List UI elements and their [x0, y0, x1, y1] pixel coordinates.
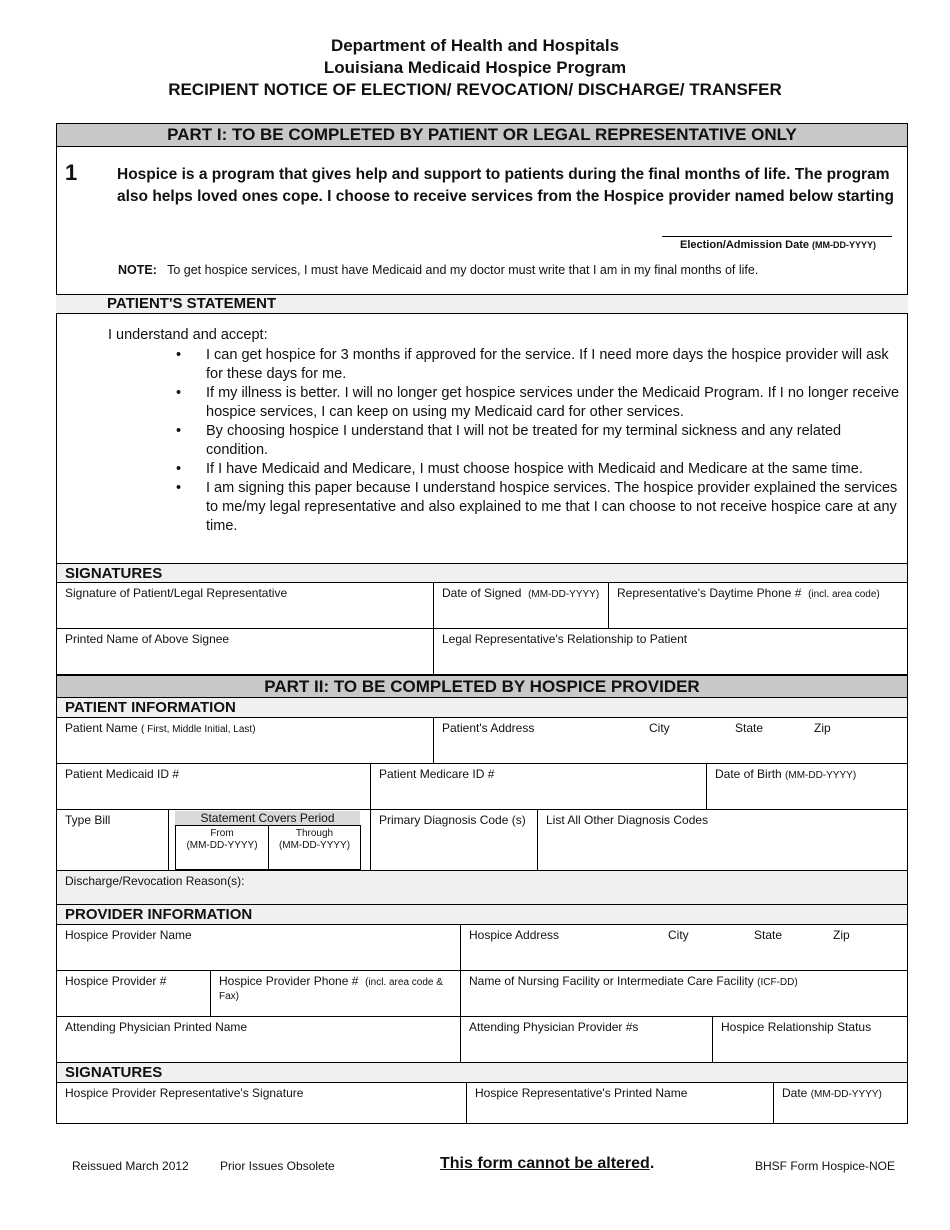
provider-info-title: PROVIDER INFORMATION	[56, 904, 908, 925]
hospice-address-field[interactable]: Hospice Address City State Zip	[460, 924, 908, 971]
provider-number-field[interactable]: Hospice Provider #	[56, 970, 211, 1017]
patient-address-field[interactable]: Patient's Address City State Zip	[433, 717, 908, 764]
signatures2-title: SIGNATURES	[56, 1062, 908, 1083]
patient-name-field[interactable]: Patient Name ( First, Middle Initial, Last)	[56, 717, 434, 764]
header-department: Department of Health and Hospitals	[330, 36, 620, 55]
part1-intro: Hospice is a program that gives help and support to patients during the final months of life. The program also helps loved ones cope. I choose to receive services from the Hospice provider named below starting	[117, 166, 894, 205]
other-diagnosis-field[interactable]: List All Other Diagnosis Codes	[537, 809, 908, 871]
header-program: Louisiana Medicaid Hospice Program	[323, 58, 627, 77]
footer-form-id: BHSF Form Hospice-NOE	[755, 1159, 896, 1173]
discharge-reason-field[interactable]: Discharge/Revocation Reason(s):	[56, 870, 908, 905]
printed-name-field[interactable]: Printed Name of Above Signee	[56, 628, 434, 675]
provider-phone-field[interactable]: Hospice Provider Phone # (incl. area code & Fax)	[210, 970, 461, 1017]
footer-reissued: Reissued March 2012	[72, 1159, 189, 1173]
footer-warning: This form cannot be altered.	[440, 1155, 655, 1172]
statement-bullet: • If I have Medicaid and Medicare, I must choose hospice with Medicaid and Medicare at the same time.	[176, 460, 901, 479]
statement-lead: I understand and accept:	[108, 327, 268, 343]
rep-signature-field[interactable]: Hospice Provider Representative's Signature	[56, 1082, 467, 1124]
physician-provider-field[interactable]: Attending Physician Provider #s	[460, 1016, 713, 1063]
statement-bullet: • If my illness is better. I will no longer get hospice services under the Medicaid Program. If I no longer receive hospice services, I can keep on using my Medicaid card for other services.	[176, 384, 901, 422]
nursing-facility-field[interactable]: Name of Nursing Facility or Intermediate Care Facility (ICF-DD)	[460, 970, 908, 1017]
statement-list	[176, 346, 901, 536]
zip-label: Zip	[814, 721, 831, 735]
part1-number: 1	[65, 160, 78, 185]
election-date-line[interactable]	[662, 236, 892, 237]
footer-prior: Prior Issues Obsolete	[220, 1159, 335, 1173]
part2-title: PART II: TO BE COMPLETED BY HOSPICE PROVIDER	[56, 675, 908, 698]
date-signed-field[interactable]: Date of Signed (MM-DD-YYYY)	[433, 582, 609, 629]
part1-title: PART I: TO BE COMPLETED BY PATIENT OR LEGAL REPRESENTATIVE ONLY	[56, 123, 908, 147]
dob-field[interactable]: Date of Birth (MM-DD-YYYY)	[706, 763, 908, 810]
city-label: City	[649, 721, 670, 735]
signatures1-title: SIGNATURES	[56, 563, 908, 583]
statement-title: PATIENT'S STATEMENT	[107, 295, 277, 312]
relationship-status-field[interactable]: Hospice Relationship Status	[712, 1016, 908, 1063]
header-form-title: RECIPIENT NOTICE OF ELECTION/ REVOCATION/ DISCHARGE/ TRANSFER	[168, 80, 782, 99]
statement-period-label: Statement Covers Period	[175, 811, 360, 825]
election-date-label: Election/Admission Date (MM-DD-YYYY)	[680, 239, 877, 251]
type-bill-field[interactable]: Type Bill	[56, 809, 169, 871]
rep-date-field[interactable]: Date (MM-DD-YYYY)	[773, 1082, 908, 1124]
primary-diagnosis-field[interactable]: Primary Diagnosis Code (s)	[370, 809, 538, 871]
period-from-field[interactable]: From (MM-DD-YYYY)	[175, 825, 269, 870]
physician-name-field[interactable]: Attending Physician Printed Name	[56, 1016, 461, 1063]
rep-printed-name-field[interactable]: Hospice Representative's Printed Name	[466, 1082, 774, 1124]
patient-info-title: PATIENT INFORMATION	[56, 697, 908, 718]
medicaid-id-field[interactable]: Patient Medicaid ID #	[56, 763, 371, 810]
rep-phone-field[interactable]: Representative's Daytime Phone # (incl. area code)	[608, 582, 908, 629]
statement-bullet: • I can get hospice for 3 months if approved for the service. If I need more days the hospice provider will ask for these days for me.	[176, 346, 901, 384]
medicare-id-field[interactable]: Patient Medicare ID #	[370, 763, 707, 810]
provider-name-field[interactable]: Hospice Provider Name	[56, 924, 461, 971]
part1-note: NOTE: To get hospice services, I must have Medicaid and my doctor must write that I am in my final months of life.	[118, 263, 759, 277]
state-label: State	[754, 928, 783, 942]
statement-bullet: • I am signing this paper because I understand hospice services. The hospice provider explained the services to me/my legal representative and also explained to me that I can choose to not receive hospice care at any time.	[176, 479, 901, 536]
statement-bullet: • By choosing hospice I understand that I will not be treated for my terminal sickness and any related condition.	[176, 422, 901, 460]
period-through-field[interactable]: Through (MM-DD-YYYY)	[268, 825, 361, 870]
relationship-field[interactable]: Legal Representative's Relationship to Patient	[433, 628, 908, 675]
zip-label: Zip	[833, 928, 850, 942]
state-label: State	[735, 721, 764, 735]
patient-signature-field[interactable]: Signature of Patient/Legal Representative	[56, 582, 434, 629]
city-label: City	[668, 928, 689, 942]
